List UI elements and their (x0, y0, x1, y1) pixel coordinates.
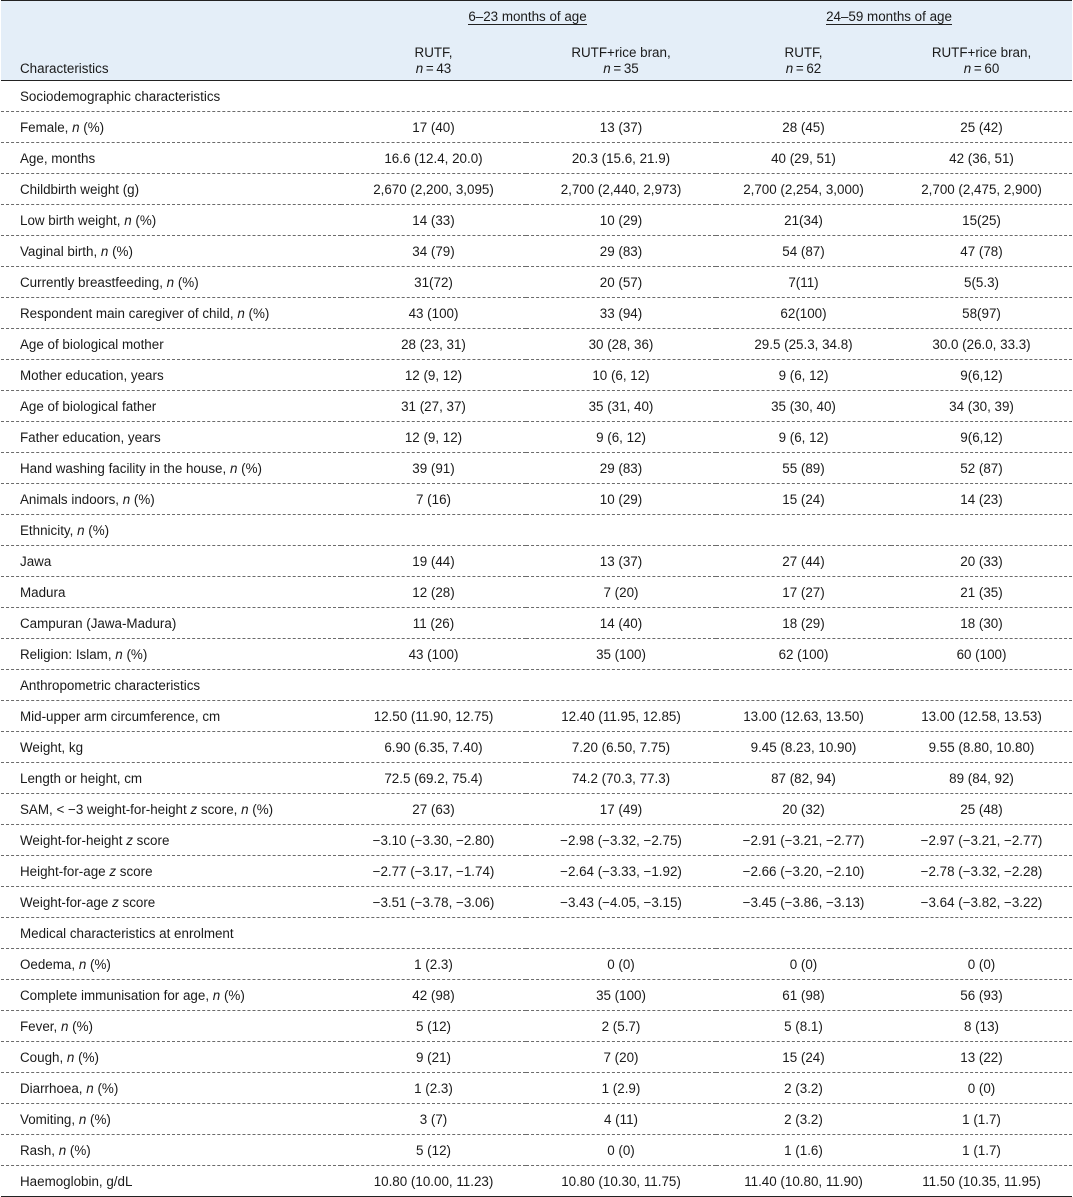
table-cell: 74.2 (70.3, 77.3) (526, 763, 716, 794)
table-cell: 5(5.3) (891, 267, 1072, 298)
table-row (1, 205, 1072, 236)
row-label: Respondent main caregiver of child, n (%) (1, 298, 341, 329)
table-cell: 13 (22) (891, 1042, 1072, 1073)
table-row (1, 732, 1072, 763)
table-row (1, 980, 1072, 1011)
group-header-6-23: 6–23 months of age (341, 1, 716, 34)
section-row (1, 515, 1072, 546)
table-cell: 12 (28) (341, 577, 526, 608)
table-cell: 1 (1.7) (891, 1104, 1072, 1135)
table-cell: 89 (84, 92) (891, 763, 1072, 794)
table-cell: 34 (30, 39) (891, 391, 1072, 422)
table-cell: 87 (82, 94) (716, 763, 891, 794)
table-row (1, 298, 1072, 329)
table-cell: 13 (37) (526, 546, 716, 577)
table-cell: 2 (3.2) (716, 1104, 891, 1135)
table-cell: 2,700 (2,254, 3,000) (716, 174, 891, 205)
table-cell: 52 (87) (891, 453, 1072, 484)
table-cell: 7.20 (6.50, 7.75) (526, 732, 716, 763)
column-header: RUTF+rice bran, n = 60 (931, 45, 1032, 76)
row-label: Rash, n (%) (1, 1135, 341, 1166)
table-cell: 29 (83) (526, 453, 716, 484)
table-cell: 42 (36, 51) (891, 143, 1072, 174)
table-cell: 12 (9, 12) (341, 360, 526, 391)
table-cell: 31(72) (341, 267, 526, 298)
table-cell: −3.51 (−3.78, −3.06) (341, 887, 526, 918)
table-row (1, 453, 1072, 484)
table-row (1, 329, 1072, 360)
column-header: RUTF, n = 43 (414, 45, 453, 76)
table-cell: 15(25) (891, 205, 1072, 236)
table-cell: 1 (2.3) (341, 1073, 526, 1104)
table-cell: 12.50 (11.90, 12.75) (341, 701, 526, 732)
table-row (1, 1104, 1072, 1135)
table-cell: 10 (6, 12) (526, 360, 716, 391)
table-cell: 5 (12) (341, 1011, 526, 1042)
table-cell: 7 (16) (341, 484, 526, 515)
row-label: Childbirth weight (g) (1, 174, 341, 205)
table-cell: 62 (100) (716, 639, 891, 670)
table-cell: 2,700 (2,475, 2,900) (891, 174, 1072, 205)
table-row (1, 267, 1072, 298)
table-row (1, 1166, 1072, 1197)
table-cell: 47 (78) (891, 236, 1072, 267)
table-cell: 10 (29) (526, 484, 716, 515)
table-body (1, 81, 1072, 1197)
table-row (1, 1135, 1072, 1166)
table-cell: 17 (40) (341, 112, 526, 143)
row-label: Female, n (%) (1, 112, 341, 143)
row-label: Fever, n (%) (1, 1011, 341, 1042)
table-cell: 35 (100) (526, 639, 716, 670)
table-cell: 25 (48) (891, 794, 1072, 825)
table-row (1, 546, 1072, 577)
table-cell: −2.78 (−3.32, −2.28) (891, 856, 1072, 887)
section-label: Medical characteristics at enrolment (1, 918, 1072, 949)
table-cell: 0 (0) (526, 1135, 716, 1166)
table-cell: 1 (1.7) (891, 1135, 1072, 1166)
table-cell: 21 (35) (891, 577, 1072, 608)
table-cell: 11.40 (10.80, 11.90) (716, 1166, 891, 1197)
table-cell: 34 (79) (341, 236, 526, 267)
table-cell: 35 (30, 40) (716, 391, 891, 422)
characteristics-table (1, 0, 1072, 1197)
table-cell: 5 (12) (341, 1135, 526, 1166)
row-label: Mid-upper arm circumference, cm (1, 701, 341, 732)
table-cell: −2.64 (−3.33, −1.92) (526, 856, 716, 887)
table-cell: 9.55 (8.80, 10.80) (891, 732, 1072, 763)
table-row (1, 949, 1072, 980)
row-label: Oedema, n (%) (1, 949, 341, 980)
table-cell: 33 (94) (526, 298, 716, 329)
table-cell: 2 (3.2) (716, 1073, 891, 1104)
row-label: Age of biological mother (1, 329, 341, 360)
table-cell: 25 (42) (891, 112, 1072, 143)
table-cell: 0 (0) (891, 1073, 1072, 1104)
table-cell: 9 (6, 12) (526, 422, 716, 453)
table-row (1, 391, 1072, 422)
table-cell: 18 (30) (891, 608, 1072, 639)
table-row (1, 701, 1072, 732)
row-label: Vomiting, n (%) (1, 1104, 341, 1135)
table-cell: 9 (21) (341, 1042, 526, 1073)
table-row (1, 577, 1072, 608)
table-row (1, 422, 1072, 453)
row-label: Diarrhoea, n (%) (1, 1073, 341, 1104)
table-cell: 12.40 (11.95, 12.85) (526, 701, 716, 732)
row-label: Weight, kg (1, 732, 341, 763)
table-row (1, 763, 1072, 794)
table-cell: 56 (93) (891, 980, 1072, 1011)
table-cell: 7 (20) (526, 1042, 716, 1073)
table-cell: 4 (11) (526, 1104, 716, 1135)
row-label: Religion: Islam, n (%) (1, 639, 341, 670)
table-row (1, 112, 1072, 143)
row-label: Jawa (1, 546, 341, 577)
row-label: Vaginal birth, n (%) (1, 236, 341, 267)
table-cell: 0 (0) (716, 949, 891, 980)
table-cell: 20.3 (15.6, 21.9) (526, 143, 716, 174)
table-cell: 7 (20) (526, 577, 716, 608)
table-cell: 28 (45) (716, 112, 891, 143)
row-label: Height-for-age z score (1, 856, 341, 887)
table-row (1, 1042, 1072, 1073)
row-label: Length or height, cm (1, 763, 341, 794)
table-cell: 17 (49) (526, 794, 716, 825)
table-cell: 10.80 (10.30, 11.75) (526, 1166, 716, 1197)
table-row (1, 236, 1072, 267)
table-cell: 12 (9, 12) (341, 422, 526, 453)
row-label: Hand washing facility in the house, n (%) (1, 453, 341, 484)
table-row (1, 143, 1072, 174)
table-cell: 13 (37) (526, 112, 716, 143)
table-cell: −2.97 (−3.21, −2.77) (891, 825, 1072, 856)
row-label: Mother education, years (1, 360, 341, 391)
table-row (1, 887, 1072, 918)
row-label: Age of biological father (1, 391, 341, 422)
table-cell: 1 (1.6) (716, 1135, 891, 1166)
table-cell: 6.90 (6.35, 7.40) (341, 732, 526, 763)
table-cell: 20 (33) (891, 546, 1072, 577)
table-cell: 43 (100) (341, 298, 526, 329)
row-label: Campuran (Jawa-Madura) (1, 608, 341, 639)
table-cell: 9.45 (8.23, 10.90) (716, 732, 891, 763)
table-cell: 5 (8.1) (716, 1011, 891, 1042)
table-cell: 17 (27) (716, 577, 891, 608)
table-cell: 10.80 (10.00, 11.23) (341, 1166, 526, 1197)
table-cell: −2.91 (−3.21, −2.77) (716, 825, 891, 856)
column-header: RUTF, n = 62 (784, 45, 823, 76)
row-label: Weight-for-height z score (1, 825, 341, 856)
section-label: Anthropometric characteristics (1, 670, 1072, 701)
table-cell: 42 (98) (341, 980, 526, 1011)
column-header: RUTF+rice bran, n = 35 (571, 45, 671, 76)
table-cell: −3.64 (−3.82, −3.22) (891, 887, 1072, 918)
table-cell: 2,670 (2,200, 3,095) (341, 174, 526, 205)
table-cell: 30.0 (26.0, 33.3) (891, 329, 1072, 360)
section-row (1, 670, 1072, 701)
table-cell: −2.66 (−3.20, −2.10) (716, 856, 891, 887)
row-label: Weight-for-age z score (1, 887, 341, 918)
table-cell: 20 (57) (526, 267, 716, 298)
table-cell: 60 (100) (891, 639, 1072, 670)
table-cell: 2 (5.7) (526, 1011, 716, 1042)
table-cell: −3.45 (−3.86, −3.13) (716, 887, 891, 918)
table-cell: 40 (29, 51) (716, 143, 891, 174)
row-label: SAM, < −3 weight-for-height z score, n (%) (1, 794, 341, 825)
table-cell: 19 (44) (341, 546, 526, 577)
group-header-24-59: 24–59 months of age (716, 1, 1072, 34)
table-cell: 16.6 (12.4, 20.0) (341, 143, 526, 174)
table-cell: 18 (29) (716, 608, 891, 639)
table-row (1, 484, 1072, 515)
row-label: Haemoglobin, g/dL (1, 1166, 341, 1197)
table-row (1, 174, 1072, 205)
table-cell: 14 (40) (526, 608, 716, 639)
table-cell: 14 (23) (891, 484, 1072, 515)
table-cell: 13.00 (12.58, 13.53) (891, 701, 1072, 732)
table-cell: 9(6,12) (891, 422, 1072, 453)
table-cell: −2.98 (−3.32, −2.75) (526, 825, 716, 856)
table-cell: 10 (29) (526, 205, 716, 236)
table-cell: 14 (33) (341, 205, 526, 236)
table-cell: 15 (24) (716, 484, 891, 515)
table-cell: 13.00 (12.63, 13.50) (716, 701, 891, 732)
table-cell: 15 (24) (716, 1042, 891, 1073)
section-row (1, 81, 1072, 112)
table-cell: 3 (7) (341, 1104, 526, 1135)
table-cell: 27 (63) (341, 794, 526, 825)
table-cell: 2,700 (2,440, 2,973) (526, 174, 716, 205)
table-cell: 72.5 (69.2, 75.4) (341, 763, 526, 794)
table-cell: 29 (83) (526, 236, 716, 267)
row-label: Complete immunisation for age, n (%) (1, 980, 341, 1011)
table-cell: 8 (13) (891, 1011, 1072, 1042)
table-cell: −3.43 (−4.05, −3.15) (526, 887, 716, 918)
table-cell: 29.5 (25.3, 34.8) (716, 329, 891, 360)
table-header (1, 1, 1072, 81)
table-cell: 9 (6, 12) (716, 360, 891, 391)
table-cell: −3.10 (−3.30, −2.80) (341, 825, 526, 856)
table-cell: 61 (98) (716, 980, 891, 1011)
table-cell: 11.50 (10.35, 11.95) (891, 1166, 1072, 1197)
table-row (1, 360, 1072, 391)
row-label: Cough, n (%) (1, 1042, 341, 1073)
table-row (1, 639, 1072, 670)
table-row (1, 1073, 1072, 1104)
section-row (1, 918, 1072, 949)
table-cell: 54 (87) (716, 236, 891, 267)
table-row (1, 794, 1072, 825)
table-cell: 55 (89) (716, 453, 891, 484)
table-cell: 21(34) (716, 205, 891, 236)
table-row (1, 608, 1072, 639)
table-cell: 9 (6, 12) (716, 422, 891, 453)
row-label: Madura (1, 577, 341, 608)
table-cell: 35 (31, 40) (526, 391, 716, 422)
section-label: Ethnicity, n (%) (1, 515, 1072, 546)
table-cell: 43 (100) (341, 639, 526, 670)
table-cell: 0 (0) (891, 949, 1072, 980)
table-cell: 27 (44) (716, 546, 891, 577)
table-cell: 1 (2.3) (341, 949, 526, 980)
table-cell: 28 (23, 31) (341, 329, 526, 360)
row-label: Low birth weight, n (%) (1, 205, 341, 236)
table-cell: 0 (0) (526, 949, 716, 980)
table-row (1, 825, 1072, 856)
row-label: Father education, years (1, 422, 341, 453)
table-cell: 35 (100) (526, 980, 716, 1011)
row-label: Animals indoors, n (%) (1, 484, 341, 515)
table-cell: 39 (91) (341, 453, 526, 484)
table-cell: 62(100) (716, 298, 891, 329)
table-cell: 9(6,12) (891, 360, 1072, 391)
table-cell: 11 (26) (341, 608, 526, 639)
table-cell: −2.77 (−3.17, −1.74) (341, 856, 526, 887)
row-label: Currently breastfeeding, n (%) (1, 267, 341, 298)
table-cell: 58(97) (891, 298, 1072, 329)
row-label: Age, months (1, 143, 341, 174)
table-row (1, 1011, 1072, 1042)
table-cell: 30 (28, 36) (526, 329, 716, 360)
table-cell: 20 (32) (716, 794, 891, 825)
table-cell: 7(11) (716, 267, 891, 298)
section-label: Sociodemographic characteristics (1, 81, 1072, 112)
table-row (1, 856, 1072, 887)
characteristics-header: Characteristics (20, 61, 109, 76)
table-cell: 31 (27, 37) (341, 391, 526, 422)
table-cell: 1 (2.9) (526, 1073, 716, 1104)
